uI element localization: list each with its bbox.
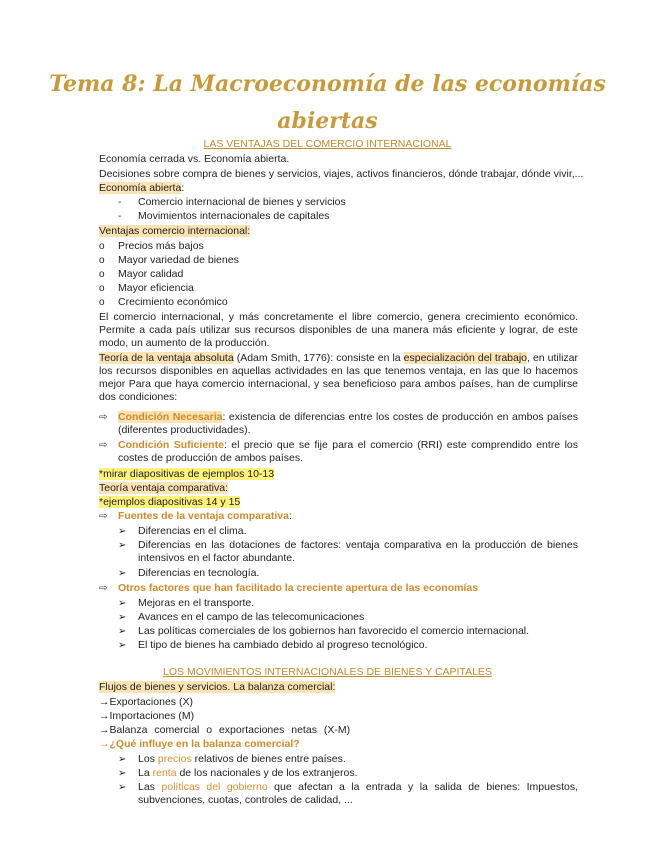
arrow-right-icon: → [99, 738, 110, 750]
list-item: Diferencias en el clima. [138, 525, 247, 537]
list-item: Movimientos internacionales de capitales [138, 210, 330, 222]
list-item: Mayor variedad de bienes [118, 254, 239, 266]
eco-abierta-label: Economía abierta: [99, 182, 185, 194]
arrow-right-icon: ⇨ [99, 412, 108, 423]
section-heading-movimientos: LOS MOVIMIENTOS INTERNACIONALES DE BIENES Y CAPITALES [163, 666, 492, 678]
arrowhead-bullet-icon: ➢ [118, 526, 127, 537]
list-item: Las políticas del gobierno que afectan a la entrada y la salida de bienes: Impuestos, subvenciones, cuotas, controles de calidad, ... [138, 781, 578, 806]
dash-bullet: - [118, 211, 122, 222]
list-item: El tipo de bienes ha cambiado debido al progreso tecnológico. [138, 639, 428, 651]
arrow-right-icon: → [99, 724, 110, 736]
section-heading-ventajas: LAS VENTAJAS DEL COMERCIO INTERNACIONAL [203, 138, 452, 150]
nota-mirar-diapositivas: *mirar diapositivas de ejemplos 10-13 [99, 468, 275, 480]
importaciones-line: →Importaciones (M) [99, 710, 195, 722]
otros-factores-label: Otros factores que han facilitado la creciente apertura de las economías [118, 582, 479, 594]
circle-bullet: o [99, 297, 105, 308]
arrowhead-bullet-icon: ➢ [118, 568, 127, 579]
arrowhead-bullet-icon: ➢ [118, 782, 127, 793]
arrowhead-bullet-icon: ➢ [118, 754, 127, 765]
flujos-label: Flujos de bienes y servicios. La balanza comercial: [99, 681, 336, 693]
arrow-right-icon: ⇨ [99, 511, 108, 522]
list-item: Diferencias en tecnología. [138, 567, 260, 579]
arrowhead-bullet-icon: ➢ [118, 768, 127, 779]
paragraph-crecimiento: El comercio internacional, y más concretamente el libre comercio, genera crecimiento económico. Permite a cada país utilizar sus recursos disponibles de una manera más eficiente y lograr, de este modo, un aumento de la producción. [99, 311, 578, 349]
list-item: Las políticas comerciales de los gobiernos han favorecido el comercio internacional. [138, 625, 530, 637]
list-item: Mayor calidad [118, 268, 184, 280]
circle-bullet: o [99, 255, 105, 266]
document-title-line1: Tema 8: La Macroeconomía de las economías [49, 71, 606, 97]
arrow-right-icon: ⇨ [99, 583, 108, 594]
teoria-comparativa-label: Teoría ventaja comparativa: [99, 482, 228, 494]
nota-ejemplos-diapositivas: *ejemplos diapositivas 14 y 15 [99, 496, 241, 508]
text-line: Economía cerrada vs. Economía abierta. [99, 153, 290, 165]
balanza-line: →Balanza comercial o exportaciones netas (X-M) [99, 724, 351, 736]
list-item: Diferencias en las dotaciones de factores: ventaja comparativa en la producción de bienes intensivos en el factor abundante. [138, 539, 578, 564]
circle-bullet: o [99, 269, 105, 280]
list-item: Crecimiento económico [118, 296, 228, 308]
arrow-right-icon: → [99, 710, 110, 722]
que-influye-line: →¿Qué influye en la balanza comercial? [99, 738, 300, 750]
arrowhead-bullet-icon: ➢ [118, 626, 127, 637]
fuentes-label: Fuentes de la ventaja comparativa: [118, 510, 292, 522]
arrow-right-icon: ⇨ [99, 440, 108, 451]
ventajas-label: Ventajas comercio internacional: [99, 225, 251, 237]
arrowhead-bullet-icon: ➢ [118, 540, 127, 551]
list-item: Mejoras en el transporte. [138, 597, 255, 609]
arrowhead-bullet-icon: ➢ [118, 612, 127, 623]
list-item: Los precios relativos de bienes entre países. [138, 753, 346, 765]
arrowhead-bullet-icon: ➢ [118, 598, 127, 609]
list-item: Avances en el campo de las telecomunicaciones [138, 611, 365, 623]
arrowhead-bullet-icon: ➢ [118, 640, 127, 651]
condicion-necesaria: Condición Necesaria: existencia de diferencias entre los costes de producción en ambos países (diferentes productividades). [118, 411, 578, 436]
circle-bullet: o [99, 283, 105, 294]
text-line: Decisiones sobre compra de bienes y servicios, viajes, activos financieros, dónde trabajar, dónde vivir,... [99, 168, 584, 180]
dash-bullet: - [118, 197, 122, 208]
arrow-right-icon: → [99, 696, 110, 708]
list-item: La renta de los nacionales y de los extranjeros. [138, 767, 358, 779]
list-item: Precios más bajos [118, 240, 204, 252]
list-item: Mayor eficiencia [118, 282, 194, 294]
exportaciones-line: →Exportaciones (X) [99, 696, 193, 708]
list-item: Comercio internacional de bienes y servicios [138, 196, 346, 208]
condicion-suficiente: Condición Suficiente: el precio que se fije para el comercio (RRI) este comprendido entre los costes de producción de ambos países. [118, 439, 579, 464]
paragraph-ventaja-absoluta: Teoría de la ventaja absoluta (Adam Smith, 1776): consiste en la especialización del trabajo, en utilizar los recursos disponibles en aquellas actividades en las que tenemos ventaja, en las que lo hacemos mejor Para que haya comercio internacional, y sea beneficioso para ambos países, han de cumplirse dos condiciones: [99, 352, 579, 403]
document-title-line2: abiertas [277, 108, 378, 134]
circle-bullet: o [99, 241, 105, 252]
